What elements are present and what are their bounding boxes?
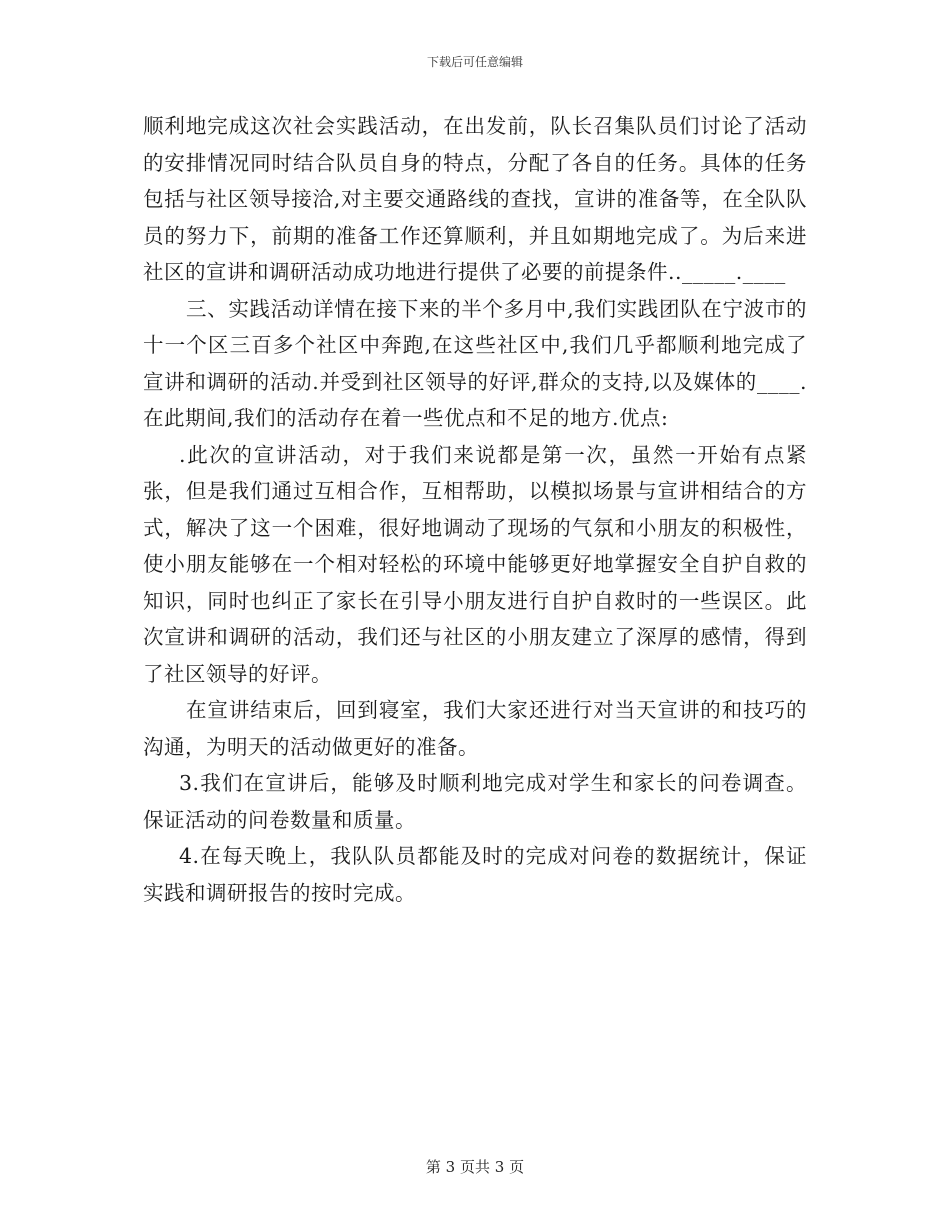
document-body <box>143 108 807 911</box>
paragraph-activity-details: 三、实践活动详情在接下来的半个多月中,我们实践团队在宁波市的十一个区三百多个社区中奔跑,在这些社区中,我们几乎都顺利地完成了宣讲和调研的活动.并受到社区领导的好评,群众的支持,以及媒体的____.在此期间,我们的活动存在着一些优点和不足的地方.优点: <box>143 296 807 430</box>
page-footer: 第 3 页共 3 页 <box>425 1158 525 1176</box>
paragraph-point-4: 4.在每天晚上，我队队员都能及时的完成对问卷的数据统计，保证实践和调研报告的按时完成。 <box>143 844 807 905</box>
page-header: 下载后可任意编辑 <box>426 55 523 69</box>
paragraph-point-3: 3.我们在宣讲后，能够及时顺利地完成对学生和家长的问卷调查。保证活动的问卷数量和质量。 <box>143 771 807 832</box>
paragraph-preparation: 顺利地完成这次社会实践活动，在出发前，队长召集队员们讨论了活动的安排情况同时结合队员自身的特点，分配了各自的任务。具体的任务包括与社区领导接洽,对主要交通路线的查找，宣讲的准备等，在全队队员的努力下，前期的准备工作还算顺利，并且如期地完成了。为后来进社区的宣讲和调研活动成功地进行提供了必要的前提条件.._____.____ <box>143 114 807 284</box>
paragraph-after-lecture: 在宣讲结束后，回到寝室，我们大家还进行对当天宣讲的和技巧的沟通，为明天的活动做更好的准备。 <box>143 698 807 759</box>
paragraph-advantages: .此次的宣讲活动，对于我们来说都是第一次，虽然一开始有点紧张，但是我们通过互相合作，互相帮助，以模拟场景与宣讲相结合的方式，解决了这一个困难，很好地调动了现场的气氛和小朋友的积极性，使小朋友能够在一个相对轻松的环境中能够更好地掌握安全自护自救的知识，同时也纠正了家长在引导小朋友进行自护自救时的一些误区。此次宣讲和调研的活动，我们还与社区的小朋友建立了深厚的感情，得到了社区领导的好评。 <box>143 442 807 686</box>
